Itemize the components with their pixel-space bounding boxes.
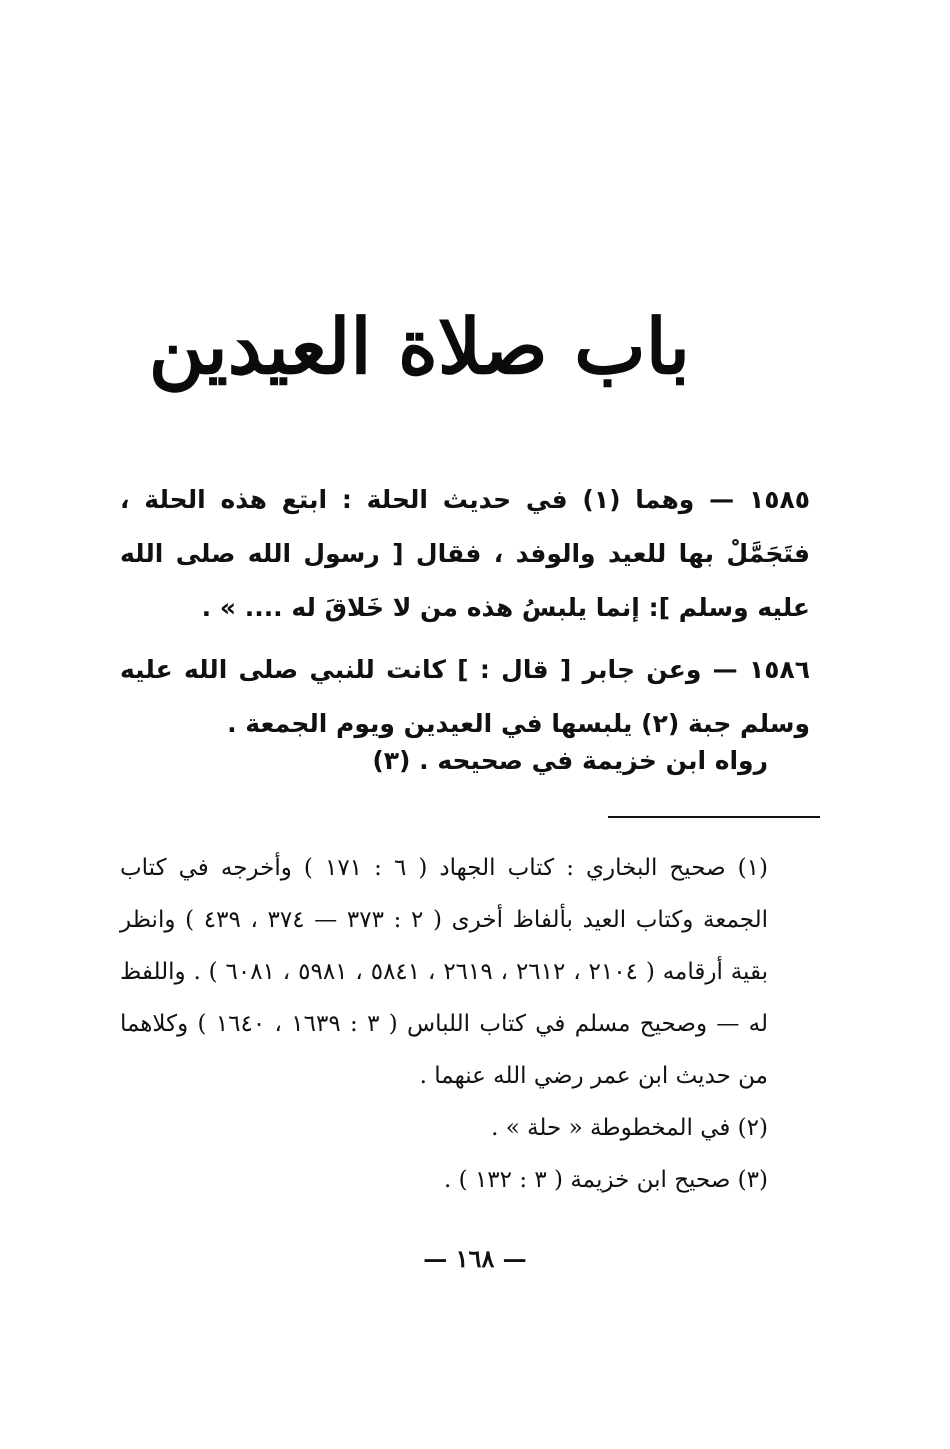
page-number: — ١٦٨ — (423, 1244, 527, 1273)
footnotes (120, 842, 810, 1206)
footnote-1: (١) صحيح البخاري : كتاب الجهاد ( ٦ : ١٧١ ) وأخرجه في كتاب الجمعة وكتاب العيد بألفاظ أخرى ( ٢ : ٣٧٣ — ٣٧٤ ، ٤٣٩ ) وانظر بقية أرقامه ( ٢١٠٤ ، ٢٦١٢ ، ٢٦١٩ ، ٥٨٤١ ، ٥٩٨١ ، ٦٠٨١ ) . واللفظ له — وصحيح مسلم في كتاب اللباس ( ٣ : ١٦٣٩ ، ١٦٤٠ ) وكلاهما من حديث ابن عمر رضي الله عنهما . (120, 855, 769, 1089)
footnote-3: (٣) صحيح ابن خزيمة ( ٣ : ١٣٢ ) . (444, 1167, 768, 1193)
hadith-1586: ١٥٨٦ — وعن جابر [ قال : ] كانت للنبي صلى الله عليه وسلم جبة (٢) يلبسها في العيدين ويوم الجمعة . (120, 655, 810, 738)
chapter-title: باب صلاة العيدين (148, 302, 690, 391)
footnote-2: (٢) في المخطوطة « حلة » . (491, 1115, 768, 1141)
footnote-divider (608, 816, 820, 818)
hadith-source: رواه ابن خزيمة في صحيحه . (٣) (372, 746, 768, 775)
hadith-1585: ١٥٨٥ — وهما (١) في حديث الحلة : ابتع هذه الحلة ، فتَجَمَّلْ بها للعيد والوفد ، فقال [ رسول الله صلى الله عليه وسلم ]: إنما يلبسُ هذه من لا خَلاقَ له .... » . (120, 485, 810, 622)
